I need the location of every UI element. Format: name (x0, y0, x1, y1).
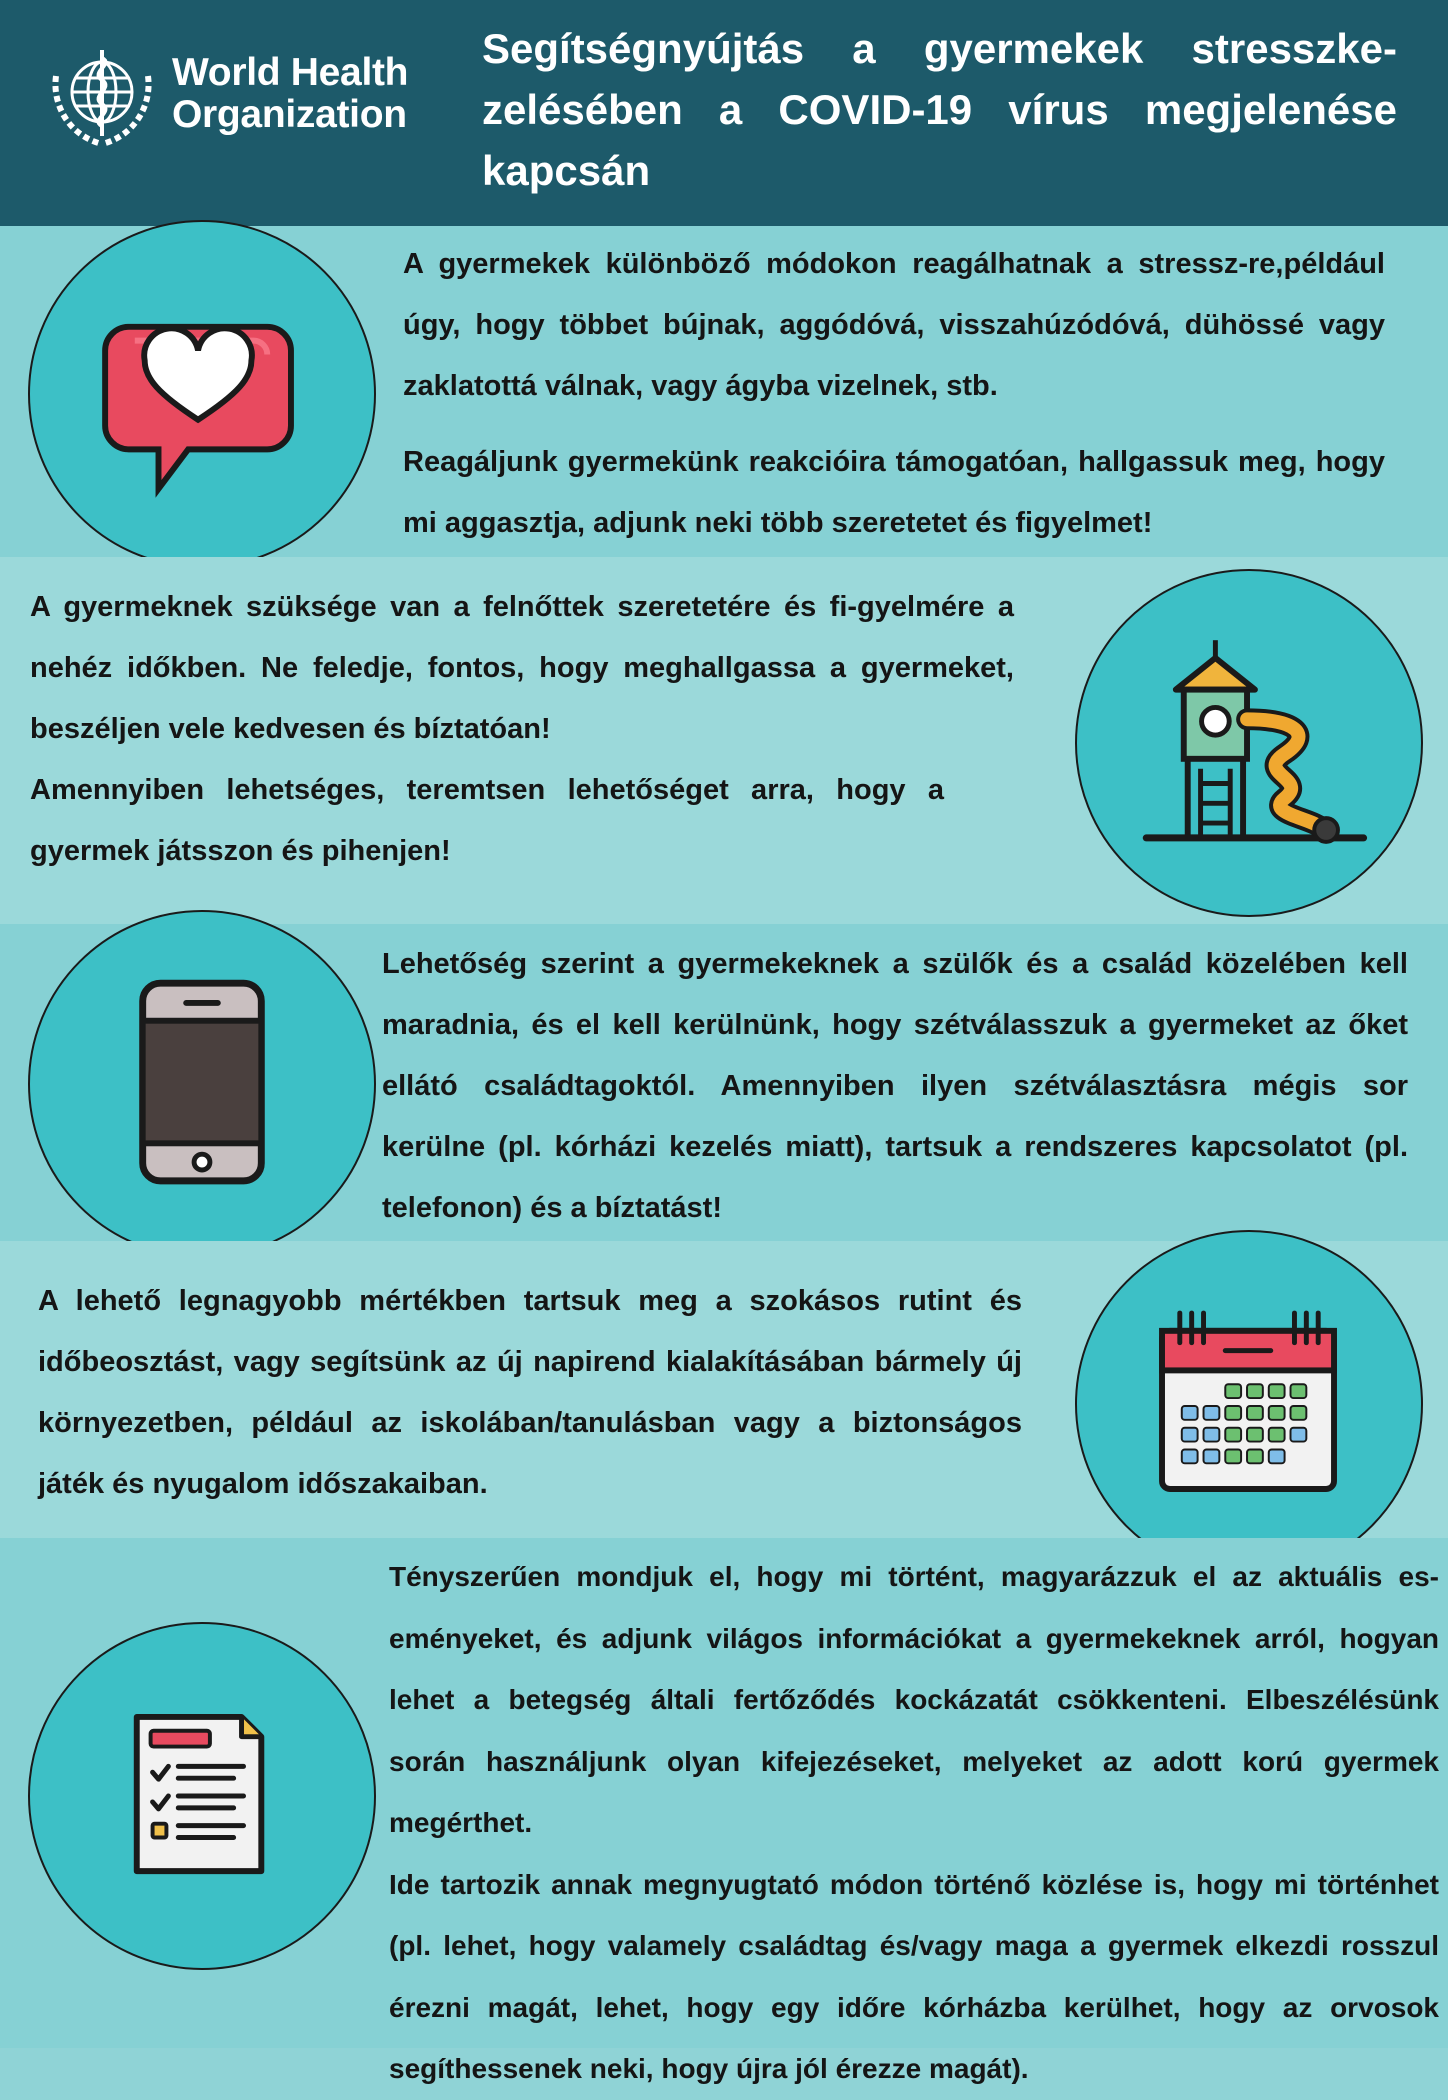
section-factual-information (0, 1538, 1448, 2084)
checklist-document-icon (28, 1622, 376, 1970)
section-4-text (38, 1271, 1022, 1515)
organization-name-line2: Organization (172, 93, 407, 136)
section-5-paragraph-1: Tényszerűen mondjuk el, hogy mi történt, magyarázzuk el az aktuális es-eményeket, és adjunk világos információkat a gyermekeknek arról, hogyan lehet a betegség általi fertőződés kockázatát csökkenteni. Elbeszélésünk során használjunk olyan kifejezéseket, melyeket az adott korú gyermek megérthet. (389, 1561, 1439, 1838)
header-banner (0, 0, 1448, 226)
section-4-paragraph-1: A lehető legnagyobb mértékben tartsuk meg a szokásos rutint és időbeosztást, vagy segítsünk az új napirend kialakításában bármely új környezetben, például az iskolában/tanulásban vagy a biztonságos játék és nyugalom időszakaiban. (38, 1285, 1022, 1500)
smartphone-icon (28, 910, 376, 1258)
section-3-text (382, 934, 1408, 1239)
section-1-paragraph-2: Reagáljunk gyermekünk reakcióira támogatóan, hallgassuk meg, hogy mi aggasztja, adjunk neki több szeretetet és figyelmet! (403, 446, 1385, 539)
section-love-attention (0, 557, 1448, 924)
calendar-icon (1075, 1230, 1423, 1578)
section-1-text (403, 234, 1385, 554)
heart-speech-bubble-icon (28, 220, 376, 568)
section-2-text (30, 577, 1014, 882)
section-2-paragraph-1: A gyermeknek szüksége van a felnőttek szeretetére és fi-gyelmére a nehéz időkben. Ne feledje, fontos, hogy meghallgassa a gyermeket, beszéljen vele kedvesen és bíztatóan! (30, 591, 1014, 745)
organization-name-line1: World Health (172, 51, 409, 94)
section-1-paragraph-1: A gyermekek különböző módokon reagálhatnak a stressz-re,például úgy, hogy többet bújnak, aggódóvá, visszahúzódóvá, dühössé vagy zaklatottá válnak, vagy ágyba vizelnek, stb. (403, 248, 1385, 402)
section-family-proximity (0, 924, 1448, 1241)
page-title: Segítségnyújtás a gyermekek stresszke-zelésében a COVID-19 vírus megjelenése kapcsán (482, 25, 1397, 194)
section-stress-reactions (0, 226, 1448, 557)
section-2-paragraph-2: Amennyiben lehetséges, teremtsen lehetőséget arra, hogy a gyermek játsszon és pihenjen! (30, 774, 944, 867)
section-5-text (389, 1546, 1439, 2100)
who-emblem-icon (42, 36, 162, 156)
section-5-paragraph-2: Ide tartozik annak megnyugtató módon történő közlése is, hogy mi történhet (pl. lehet, hogy valamely családtag és/vagy maga a gyermek elkezdi rosszul érezni magát, lehet, hogy egy időre kórházba kerülhet, hogy az orvosok segíthessenek neki, hogy újra jól érezze magát). (389, 1868, 1439, 2084)
section-routine (0, 1241, 1448, 1538)
organization-name (172, 52, 408, 136)
playground-slide-icon (1075, 569, 1423, 917)
section-3-paragraph-1: Lehetőség szerint a gyermekeknek a szülők és a család közelében kell maradnia, és el kell kerülnünk, hogy szétválasszuk a gyermeket az őket ellátó családtagoktól. Amennyiben ilyen szétválasztásra mégis sor kerülne (pl. kórházi kezelés miatt), tartsuk a rendszeres kapcsolatot (pl. telefonon) és a bíztatást! (382, 948, 1408, 1224)
